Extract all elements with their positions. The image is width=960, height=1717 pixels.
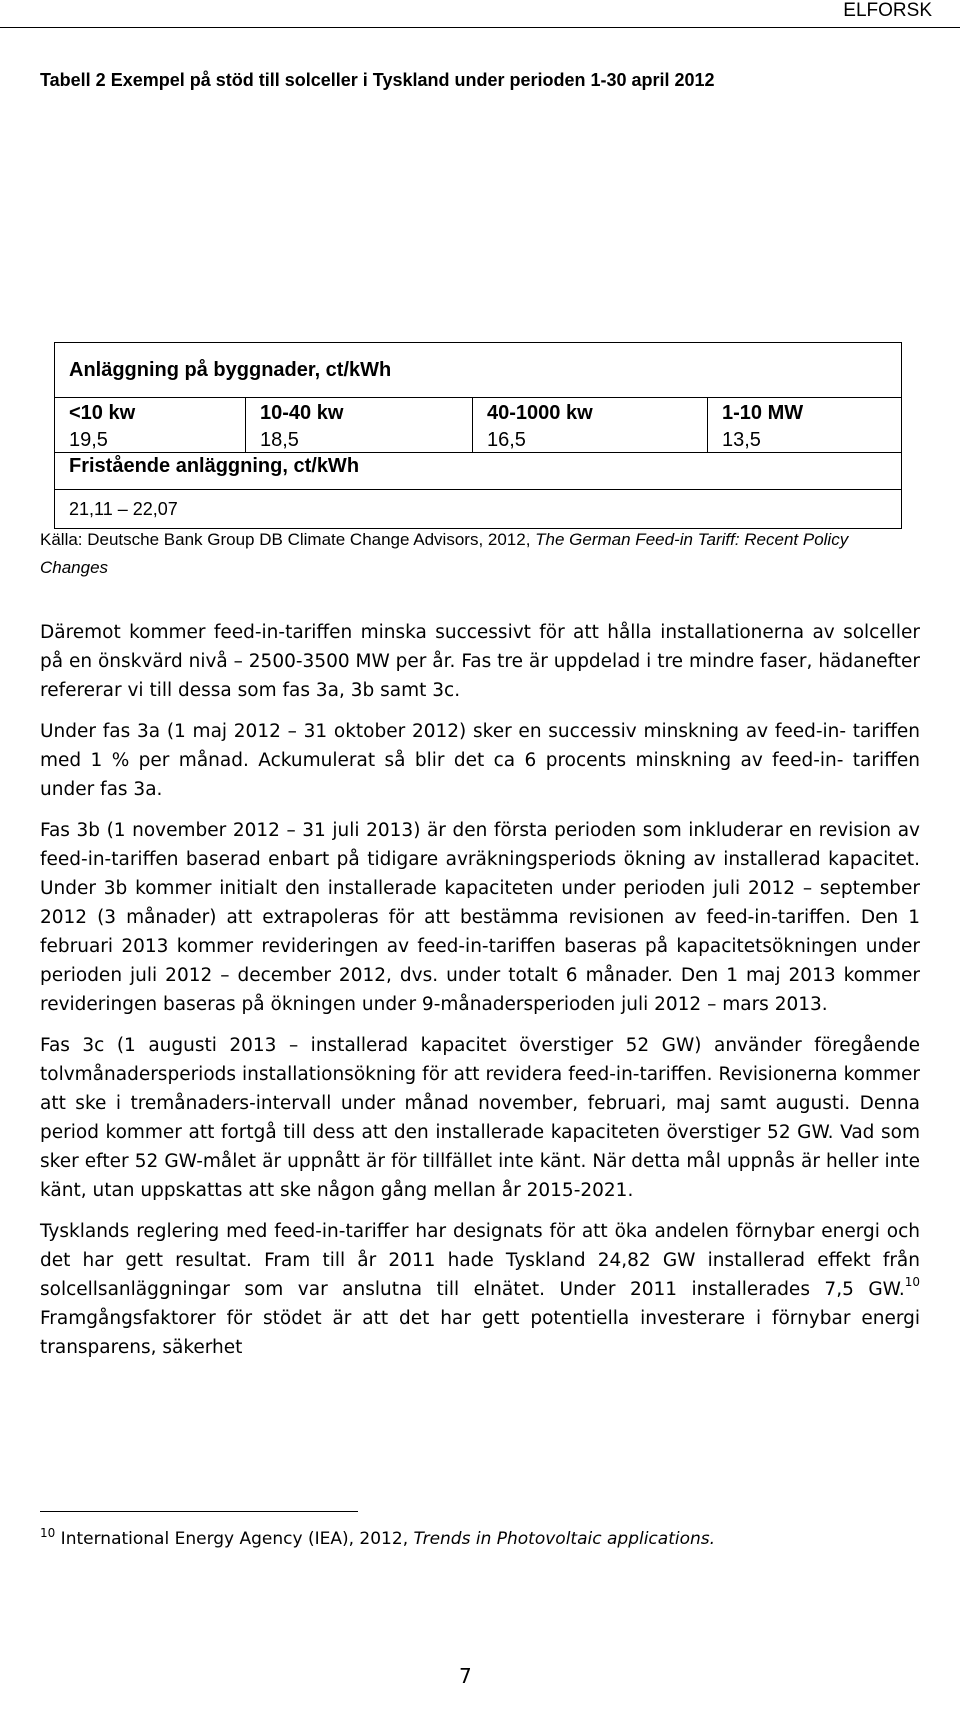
paragraph: Fas 3c (1 augusti 2013 – installerad kapacitet överstiger 52 GW) använder föregående tolvmånadersperiods installationsökning för att revidera feed-in-tariffen. Revisionerna kommer att ske i tremånaders-intervall under månad november, februari, maj samt augusti. Denna period kommer att fortgå till dess att den installerade kapaciteten överstiger 52 GW. Vad som sker efter 52 GW-målet är uppnått är för tillfället inte känt. När detta mål uppnås är heller inte känt, utan uppskattas att ske någon gång mellan år 2015-2021. — [40, 1035, 920, 1201]
body-text — [40, 618, 920, 1374]
running-header: ELFORSK — [843, 0, 932, 21]
table-cell: 16,5 — [473, 428, 708, 453]
page-number: 7 — [459, 1664, 472, 1688]
footnote-number: 10 — [40, 1526, 56, 1540]
footnote-text: International Energy Agency (IEA), 2012, — [55, 1529, 414, 1549]
table-caption: Tabell 2 Exempel på stöd till solceller i Tyskland under perioden 1-30 april 2012 — [40, 70, 715, 90]
footnote-rule — [40, 1511, 358, 1512]
footnote — [40, 1527, 920, 1551]
col-header-10-40kw: 10-40 kw — [246, 398, 473, 429]
table-cell-freestanding: 21,11 – 22,07 — [55, 490, 902, 529]
paragraph: Däremot kommer feed-in-tariffen minska successivt för att hålla installationerna av solceller på en önskvärd nivå – 2500-3500 MW per år. Fas tre är uppdelad i tre mindre faser, hädanefter refererar vi till dessa som fas 3a, 3b samt 3c. — [40, 622, 920, 701]
paragraph — [40, 1217, 920, 1362]
col-header-40-1000kw: 40-1000 kw — [473, 398, 708, 429]
table-cell: 18,5 — [246, 428, 473, 453]
table-section-buildings: Anläggning på byggnader, ct/kWh — [55, 343, 902, 398]
footnote-ref[interactable]: 10 — [904, 1275, 920, 1289]
source-title: The German Feed-in Tariff: Recent Policy Changes — [40, 530, 849, 577]
table-section-freestanding: Fristående anläggning, ct/kWh — [55, 453, 902, 490]
paragraph-text: Framgångsfaktorer för stödet är att det har gett potentiella investerare i förnybar energi transparens, säkerhet — [40, 1308, 920, 1358]
paragraph: Under fas 3a (1 maj 2012 – 31 oktober 2012) sker en successiv minskning av feed-in- tariffen med 1 % per månad. Ackumulerat så blir det ca 6 procents minskning av feed-in- tariffen under fas 3a. — [40, 721, 920, 800]
table-source — [40, 526, 920, 582]
table-cell: 19,5 — [55, 428, 246, 453]
col-header-lt10kw: <10 kw — [55, 398, 246, 429]
paragraph: Fas 3b (1 november 2012 – 31 juli 2013) är den första perioden som inkluderar en revision av feed-in-tariffen baserad enbart på tidigare avräkningsperiods ökning av installerad kapacitet. Under 3b kommer initialt den installerade kapaciteten under perioden juli 2012 – september 2012 (3 månader) att extrapoleras för att bestämma revisionen av feed-in-tariffen. Den 1 februari 2013 kommer revideringen av feed-in-tariffen baseras på kapacitetsökningen under perioden juli 2012 – december 2012, dvs. under totalt 6 månader. Den 1 maj 2013 kommer revideringen baseras på ökningen under 9-månadersperioden juli 2012 – mars 2013. — [40, 820, 920, 1015]
paragraph-text: Tysklands reglering med feed-in-tariffer har designats för att öka andelen förnybar energi och det har gett resultat. Fram till år 2011 hade Tyskland 24,82 GW installerad effekt från solcellsanläggningar som var anslutna till elnätet. Under 2011 installerades 7,5 GW. — [40, 1221, 920, 1300]
header-rule — [0, 27, 960, 28]
table-cell: 13,5 — [708, 428, 902, 453]
footnote-title: Trends in Photovoltaic applications. — [413, 1529, 716, 1549]
col-header-1-10mw: 1-10 MW — [708, 398, 902, 429]
source-prefix: Källa: Deutsche Bank Group DB Climate Change Advisors, 2012, — [40, 530, 536, 549]
tariff-table — [54, 342, 902, 529]
